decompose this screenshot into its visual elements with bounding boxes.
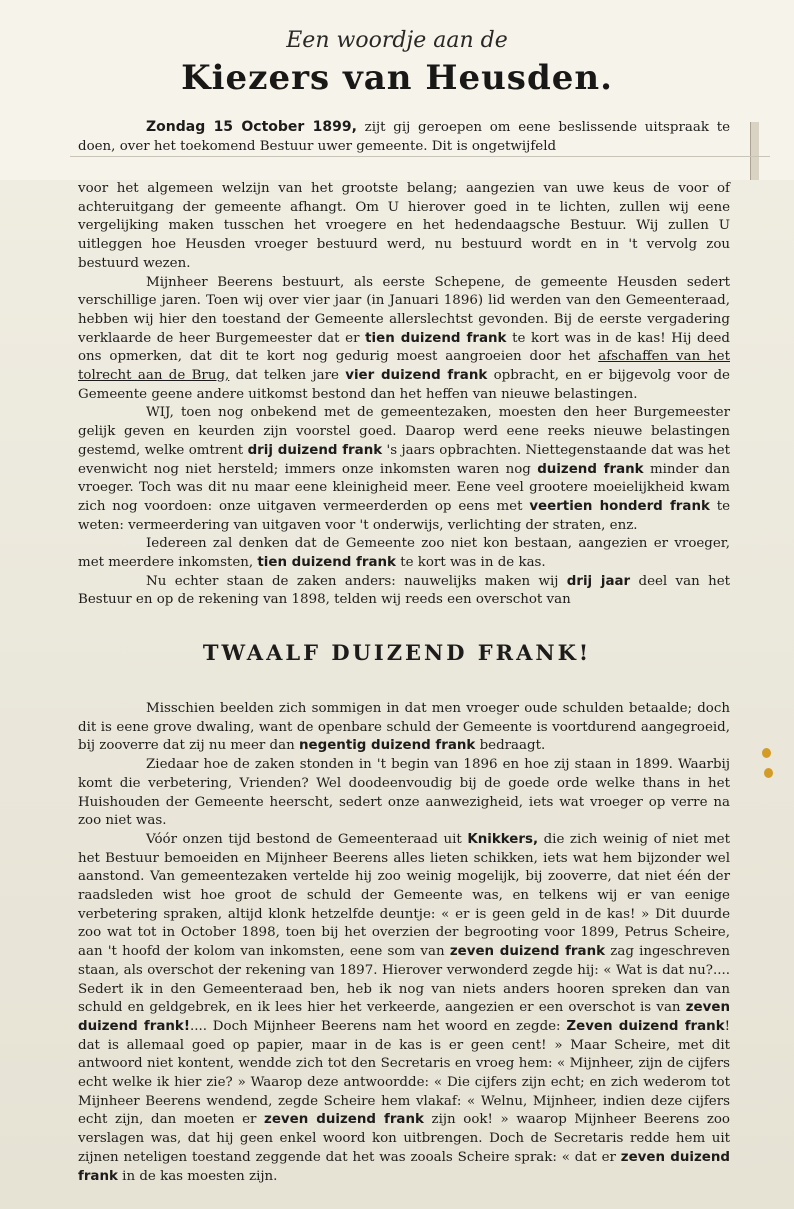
paragraph-text: Ziedaar hoe de zaken stonden in 't begin van 1896 en hoe zij staan in 1899. Waarbij komt die verbetering, Vrienden? Wel doodeenvoudig bij de goede orde welke thans in het Huishouden der Gemeente heerscht, sedert onze aanwezigheid, iets wat vroeger op verre na zoo niet was. (78, 757, 730, 829)
emphasis-amount: zeven duizend frank! (78, 1000, 730, 1034)
paragraph-text: voor het algemeen welzijn van het grootste belang; aangezien van uwe keus de voor of achteruitgang der gemeente afhangt. Om U hierover goed in te lichten, zullen wij eene vergelijking maken tusschen het vroegere en het hedendaagsche Bestuur. Wij zullen U uitleggen hoe Heusden vroeger bestuurd werd, nu bestuurd wordt en in 't vervolg zou bestuurd wezen. (78, 181, 730, 271)
paragraph (78, 274, 730, 405)
emphasis-amount: negentig duizend frank (299, 738, 476, 754)
paragraph (78, 404, 730, 535)
paragraph-text: ! dat is allemaal goed op papier, maar in de kas is er geen cent! » Maar Scheire, met dit antwoord niet kontent, wendde zich tot den Secretaris en vroeg hem: « Mijnheer, zijn de cijfers echt welke ik hier zie? » Waarop deze antwoordde: « Die cijfers zijn echt; en zich wederom tot Mijnheer Beerens wendend, zegde Scheire hem vlakaf: « Welnu, Mijnheer, indien deze cijfers echt zijn, dan moeten er (78, 1018, 731, 1128)
paragraph-text: opbracht, en er bijgevolg voor de Gemeente geene andere uitkomst bestond dan het heffen van nieuwe belastingen. (78, 368, 730, 402)
paragraph-text: Iedereen zal denken dat de Gemeente zoo niet kon bestaan, aangezien er vroeger, met meerdere inkomsten, (78, 536, 730, 571)
body-section-2 (78, 700, 730, 1186)
emphasis-amount: drij jaar (566, 573, 631, 589)
paragraph-text: deel van het Bestuur en op de rekening van 1898, telden wij reeds een overschot van (78, 573, 730, 608)
paragraph-text: zag ingeschreven staan, als overschot der rekening van 1897. Hierover verwonderd zegde hij: « Wat is dat nu?.... Sedert ik in den Gemeenteraad ben, heb ik nog van niets anders hooren spreken dan van schuld en geldgebrek, en ik lees hier het verkeerde, aangezien er een overschot is van (78, 944, 730, 1016)
paragraph-text: te kort was in de kas. (395, 555, 546, 571)
emphasis-amount: zeven duizend frank (78, 1149, 730, 1184)
emphasis-amount: tien duizend frank (365, 330, 507, 346)
intro-paragraph (78, 118, 730, 156)
paragraph-text: dat telken jare (229, 368, 346, 384)
heading-subtitle: Een woordje aan de (286, 28, 508, 53)
emphasis-amount: vier duizend frank (345, 368, 488, 384)
banner-heading: TWAALF DUIZEND FRANK! (202, 640, 592, 665)
paragraph-text: minder dan vroeger. Toch was dit nu maar eene kleinigheid meer. Eene veel grootere moeielijkheid kwam zich nog voordoen: onze uitgaven vermeerderden op eens met (78, 461, 730, 514)
body-section-1 (78, 180, 730, 610)
paragraph-text: te kort was in de kas! Hij deed ons opmerken, dat dit te kort nog gedurig moest aangroeien door het (78, 330, 730, 365)
intro-lead: Zondag 15 October 1899, (146, 119, 357, 135)
paragraph-text: 's jaars opbrachten. Niettegenstaande dat was het evenwicht nog niet hersteld; immers onze inkomsten waren nog (78, 442, 730, 477)
paragraph-text: Misschien beelden zich sommigen in dat men vroeger oude schulden betaalde; doch dit is eene grove dwaling, want de openbare schuld der Gemeente is voortdurend aangegroeid, bij zooverre dat zij nu meer dan (78, 701, 730, 754)
emphasis-amount: zeven duizend frank (264, 1112, 424, 1128)
paragraph-text: te weten: vermeerdering van uitgaven voor 't onderwijs, verlichting der straten, enz. (78, 498, 731, 533)
paragraph (78, 180, 730, 274)
emphasis-amount: tien duizend frank (257, 555, 396, 571)
heading-title: Kiezers van Heusden. (181, 58, 613, 98)
paragraph-text: WIJ, toen nog onbekend met de gemeentezaken, moesten den heer Burgemeester gelijk geven en keurden zijn voorstel goed. Daarop werd eene reeks nieuwe belastingen gestemd, welke omtrent (78, 405, 730, 458)
paragraph-text: bedraagt. (475, 738, 546, 754)
paragraph-text: in de kas moesten zijn. (117, 1168, 278, 1184)
emphasis-amount: Knikkers, (467, 831, 539, 847)
paragraph (78, 831, 730, 1186)
emphasis-amount: zeven duizend frank (449, 944, 606, 960)
underlined-text: afschaffen van het tolrecht aan de Brug, (78, 349, 730, 384)
paper-fold-line (70, 156, 770, 183)
paragraph-text: Vóór onzen tijd bestond de Gemeenteraad uit (146, 831, 468, 847)
paragraph (78, 535, 730, 572)
emphasis-amount: veertien honderd frank (529, 498, 710, 514)
emphasis-amount: duizend frank (537, 461, 644, 477)
stain-mark (762, 748, 771, 758)
paragraph (78, 756, 730, 831)
stain-mark (764, 768, 773, 778)
paragraph-text: Mijnheer Beerens bestuurt, als eerste Schepene, de gemeente Heusden sedert verschillige jaren. Toen wij over vier jaar (in Januari 1896) lid werden van den Gemeenteraad, hebben wij hier den toestand der Gemeente allerslechtst gevonden. Bij de eerste vergadering verklaarde de heer Burgemeester dat er (78, 274, 730, 346)
emphasis-amount: drij duizend frank (247, 442, 383, 458)
paragraph-text: die zich weinig of niet met het Bestuur bemoeiden en Mijnheer Beerens alles lieten schikken, iets wat hem bijzonder wel aanstond. Van gemeentezaken vertelde hij zoo weinig mogelijk, bij zooverre, dat niet één der raadsleden wist hoe groot de schuld der Gemeente was, en telkens wij er van eenige verbetering spraken, altijd klonk hetzelfde deuntje: « er is geen geld in de kas! » Dit duurde zoo wat tot in October 1898, toen bij het overzien der begrooting voor 1899, Petrus Scheire, aan 't hoofd der kolom van inkomsten, eene som van (78, 831, 730, 960)
emphasis-amount: Zeven duizend frank (566, 1018, 725, 1034)
paragraph (78, 573, 730, 610)
paragraph-text: .... Doch Mijnheer Beerens nam het woord en zegde: (189, 1018, 567, 1034)
intro-text: zijt gij geroepen om eene beslissende uitspraak te doen, over het toekomend Bestuur uwer gemeente. Dit is ongetwijfeld (78, 120, 731, 154)
paragraph-text: Nu echter staan de zaken anders: nauwelijks maken wij (146, 573, 567, 589)
paragraph-text: zijn ook! » waarop Mijnheer Beerens zoo verslagen was, dat hij geen enkel woord kon uitbrengen. Doch de Secretaris redde hem uit zijnen neteligen toestand zeggende dat het was zooals Scheire sprak: « dat er (78, 1112, 730, 1165)
paragraph (78, 700, 730, 756)
